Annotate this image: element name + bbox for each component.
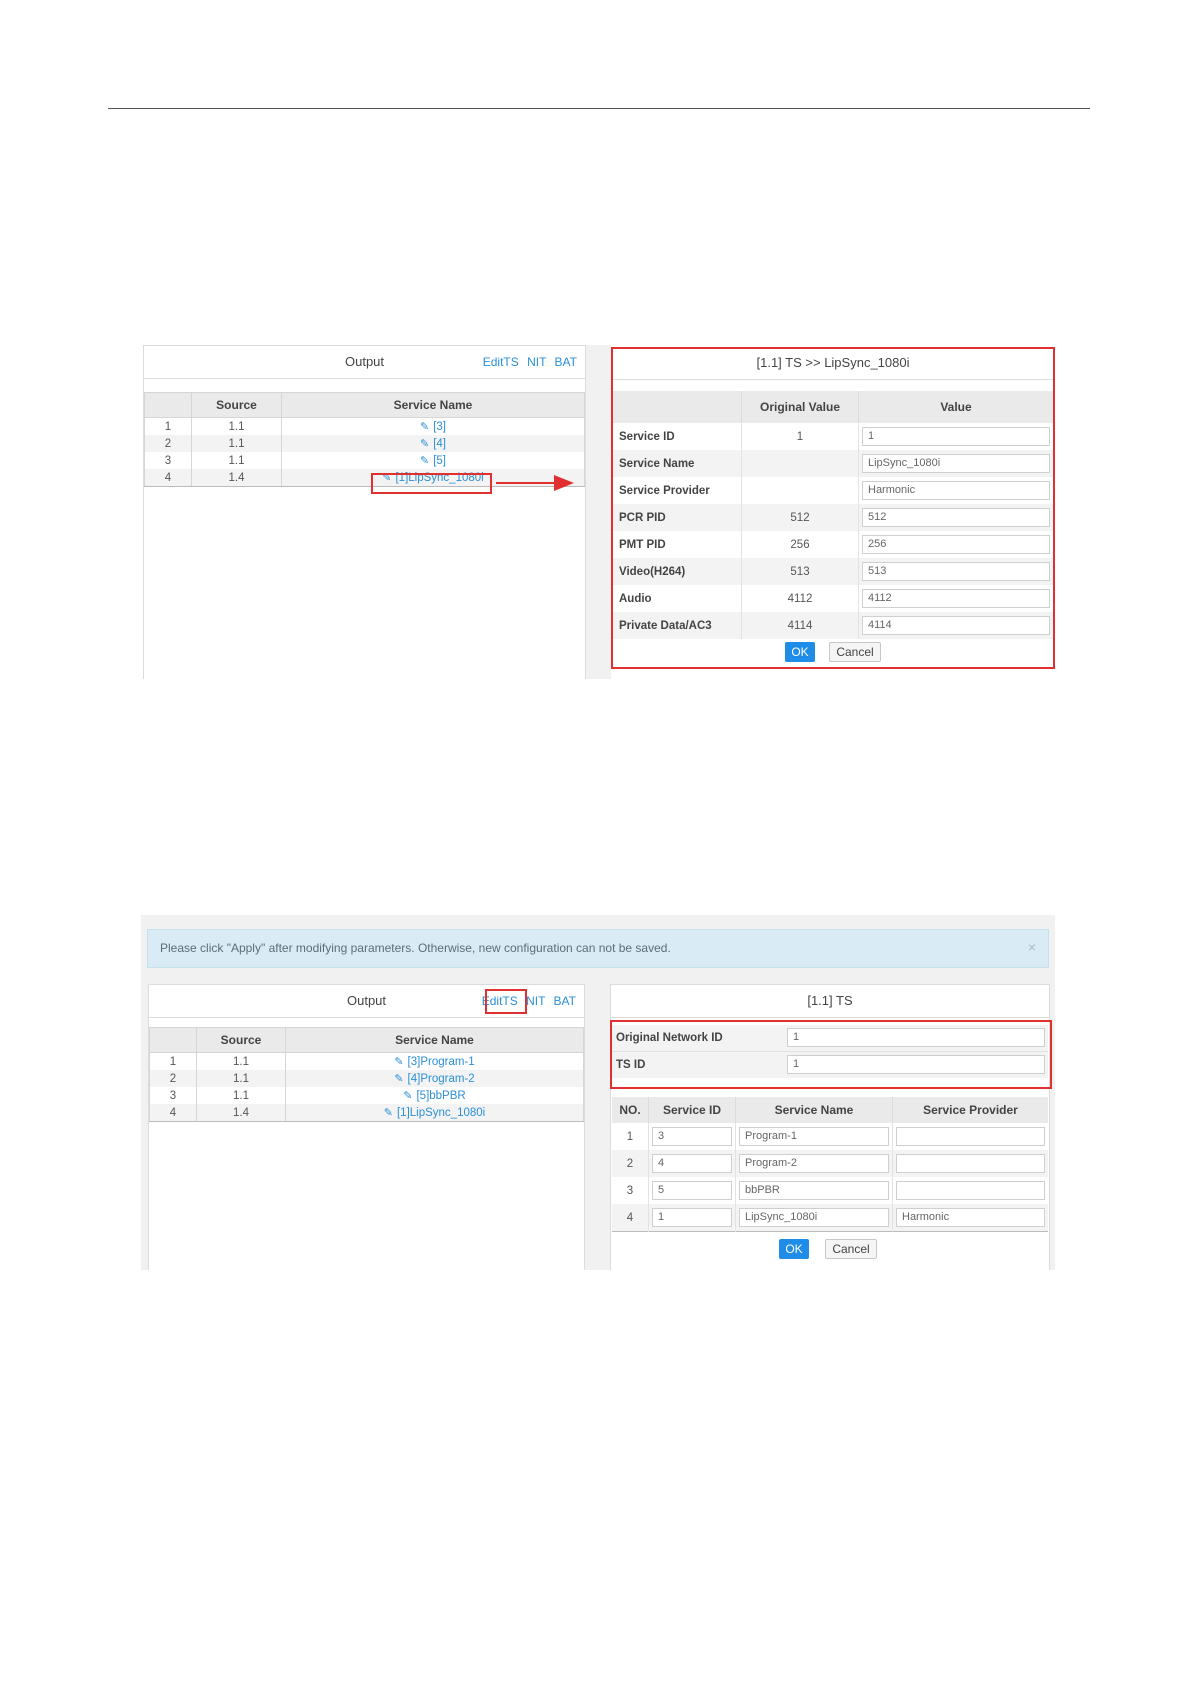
private-data-pid-input[interactable]: 4114 <box>862 616 1050 635</box>
pencil-icon[interactable]: ✎ <box>419 421 430 433</box>
param-label: Private Data/AC3 <box>613 612 742 639</box>
nit-link[interactable]: NIT <box>526 994 546 1008</box>
ts-id-label: TS ID <box>616 1059 646 1071</box>
col-value: Value <box>859 391 1054 423</box>
param-label: Service Name <box>613 450 742 477</box>
service-link[interactable]: [5]bbPBR <box>416 1090 466 1102</box>
ts-panel-title <box>611 985 1049 1018</box>
ts-panel <box>610 984 1050 1270</box>
param-original <box>742 477 859 504</box>
row-no: 1 <box>626 1130 634 1143</box>
service-name-input[interactable]: LipSync_1080i <box>862 454 1050 473</box>
ts-title: [1.1] TS <box>807 993 853 1008</box>
highlight-box-edit-ts <box>485 989 527 1014</box>
service-link[interactable]: [5] <box>433 455 446 467</box>
edit-ts-link[interactable]: EditTS <box>482 355 519 369</box>
cancel-button[interactable]: Cancel <box>829 642 881 662</box>
pencil-icon[interactable]: ✎ <box>394 1073 404 1085</box>
table-row <box>612 1177 1048 1204</box>
screenshot-edit-ts <box>141 915 1055 1270</box>
param-label: PCR PID <box>613 504 742 531</box>
pcr-pid-input[interactable]: 512 <box>862 508 1050 527</box>
pencil-icon[interactable]: ✎ <box>383 1107 393 1119</box>
service-name-input[interactable]: Program-1 <box>739 1127 889 1146</box>
service-link[interactable]: [4]Program-2 <box>407 1073 475 1085</box>
apply-alert <box>147 929 1049 968</box>
row-source: 1.1 <box>192 435 282 452</box>
pencil-icon[interactable]: ✎ <box>403 1090 413 1102</box>
service-provider-input[interactable] <box>896 1181 1045 1200</box>
row-no: 1 <box>150 1053 197 1071</box>
table-row <box>145 418 585 436</box>
col-original: Original Value <box>742 391 859 423</box>
param-row <box>613 450 1053 477</box>
service-link[interactable]: [1]LipSync_1080i <box>395 472 484 484</box>
output-title: Output <box>346 993 387 1008</box>
row-no: 4 <box>612 1204 649 1232</box>
col-label <box>613 391 742 423</box>
header-rule <box>108 108 1090 109</box>
col-service-provider: Service Provider <box>893 1097 1049 1123</box>
output-table <box>149 1027 584 1122</box>
arrow-line <box>496 482 556 484</box>
service-link[interactable]: [3]Program-1 <box>407 1056 475 1068</box>
arrow-head-icon <box>554 475 574 491</box>
output-panel <box>148 984 585 1270</box>
service-name-input[interactable]: Program-2 <box>739 1154 889 1173</box>
col-no <box>150 1028 197 1053</box>
param-row <box>613 477 1053 504</box>
row-no: 3 <box>150 1087 197 1104</box>
service-provider-input[interactable]: Harmonic <box>896 1208 1045 1227</box>
row-no: 2 <box>145 435 192 452</box>
param-label: Service ID <box>619 430 675 443</box>
param-original: 4114 <box>742 612 859 639</box>
table-row <box>612 1150 1048 1177</box>
table-row <box>150 1053 584 1071</box>
row-source: 1.1 <box>192 452 282 469</box>
row-source: 1.1 <box>197 1053 286 1071</box>
network-id-input[interactable]: 1 <box>787 1028 1045 1047</box>
row-no: 3 <box>626 1184 634 1197</box>
close-icon[interactable]: × <box>1027 939 1036 955</box>
service-name-input[interactable]: bbPBR <box>739 1181 889 1200</box>
param-original: 513 <box>742 558 859 585</box>
param-label: Audio <box>619 592 652 605</box>
param-row <box>613 612 1053 639</box>
param-original: 4112 <box>742 585 859 612</box>
edit-panel-title <box>613 347 1053 380</box>
nit-link[interactable]: NIT <box>527 355 547 369</box>
col-no <box>145 393 192 418</box>
table-row <box>612 1123 1048 1150</box>
edit-service-table <box>613 391 1053 639</box>
param-original: 512 <box>742 504 859 531</box>
service-provider-input[interactable]: Harmonic <box>862 481 1050 500</box>
output-links <box>478 346 577 378</box>
col-service-name: Service Name <box>282 393 585 418</box>
video-pid-input[interactable]: 513 <box>862 562 1050 581</box>
row-no: 3 <box>145 452 192 469</box>
param-label: PMT PID <box>619 538 666 551</box>
output-table <box>144 392 585 487</box>
service-id-input[interactable]: 1 <box>652 1208 732 1227</box>
pencil-icon[interactable]: ✎ <box>394 1056 404 1068</box>
service-id-input[interactable]: 5 <box>652 1181 732 1200</box>
service-name-input[interactable]: LipSync_1080i <box>739 1208 889 1227</box>
network-id-label: Original Network ID <box>616 1032 723 1044</box>
service-provider-input[interactable] <box>896 1127 1045 1146</box>
output-title: Output <box>344 354 385 369</box>
param-original <box>742 450 859 477</box>
row-source: 1.1 <box>197 1087 286 1104</box>
service-provider-input[interactable] <box>896 1154 1045 1173</box>
ok-button[interactable]: OK <box>779 1239 809 1259</box>
audio-pid-input[interactable]: 4112 <box>862 589 1050 608</box>
col-source: Source <box>197 1028 286 1053</box>
param-row <box>613 585 1053 612</box>
output-panel <box>143 345 586 679</box>
row-no: 2 <box>612 1150 649 1177</box>
pencil-icon[interactable]: ✎ <box>419 455 430 467</box>
table-row <box>145 435 585 452</box>
col-no: NO. <box>612 1097 649 1123</box>
row-no: 2 <box>150 1070 197 1087</box>
param-row <box>613 558 1053 585</box>
ts-id-row <box>612 1051 1048 1078</box>
alert-text: Please click "Apply" after modifying parameters. Otherwise, new configuration can not be saved. <box>160 941 671 955</box>
row-source: 1.1 <box>192 418 282 436</box>
service-link[interactable]: [4] <box>433 438 446 450</box>
row-source: 1.4 <box>192 469 282 487</box>
screenshot-edit-service <box>143 345 1055 679</box>
row-source: 1.4 <box>197 1104 286 1122</box>
row-no: 4 <box>150 1104 197 1122</box>
bat-link[interactable]: BAT <box>553 994 576 1008</box>
param-row <box>613 531 1053 558</box>
table-row <box>150 1104 584 1122</box>
table-row <box>150 1070 584 1087</box>
edit-service-panel <box>611 345 1055 679</box>
col-service-name: Service Name <box>286 1028 584 1053</box>
col-source: Source <box>192 393 282 418</box>
highlight-box-service <box>371 473 492 494</box>
service-id-input[interactable]: 3 <box>652 1127 732 1146</box>
param-label: Service Provider <box>619 484 710 497</box>
bat-link[interactable]: BAT <box>554 355 577 369</box>
table-row <box>150 1087 584 1104</box>
pencil-icon[interactable]: ✎ <box>419 438 430 450</box>
cancel-button[interactable]: Cancel <box>825 1239 877 1259</box>
col-service-id: Service ID <box>649 1097 736 1123</box>
col-service-name: Service Name <box>736 1097 893 1123</box>
param-original: 256 <box>742 531 859 558</box>
pmt-pid-input[interactable]: 256 <box>862 535 1050 554</box>
ts-id-input[interactable]: 1 <box>787 1055 1045 1074</box>
pencil-icon[interactable]: ✎ <box>382 472 392 484</box>
service-id-input[interactable]: 1 <box>862 427 1050 446</box>
param-row <box>613 423 1053 450</box>
row-source: 1.1 <box>197 1070 286 1087</box>
edit-title: [1.1] TS >> LipSync_1080i <box>756 355 910 370</box>
service-link[interactable]: [1]LipSync_1080i <box>396 1107 486 1119</box>
row-no: 1 <box>145 418 192 436</box>
table-row <box>145 452 585 469</box>
ok-button[interactable]: OK <box>785 642 815 662</box>
param-original: 1 <box>742 423 859 450</box>
table-row <box>612 1204 1048 1232</box>
ts-services-table <box>612 1097 1048 1232</box>
network-id-row <box>612 1025 1048 1051</box>
service-link[interactable]: [3] <box>433 421 446 433</box>
row-no: 4 <box>145 469 192 487</box>
service-id-input[interactable]: 4 <box>652 1154 732 1173</box>
param-row <box>613 504 1053 531</box>
param-label: Video(H264) <box>613 558 742 585</box>
edit-ts-link[interactable]: EditTS <box>481 994 518 1008</box>
